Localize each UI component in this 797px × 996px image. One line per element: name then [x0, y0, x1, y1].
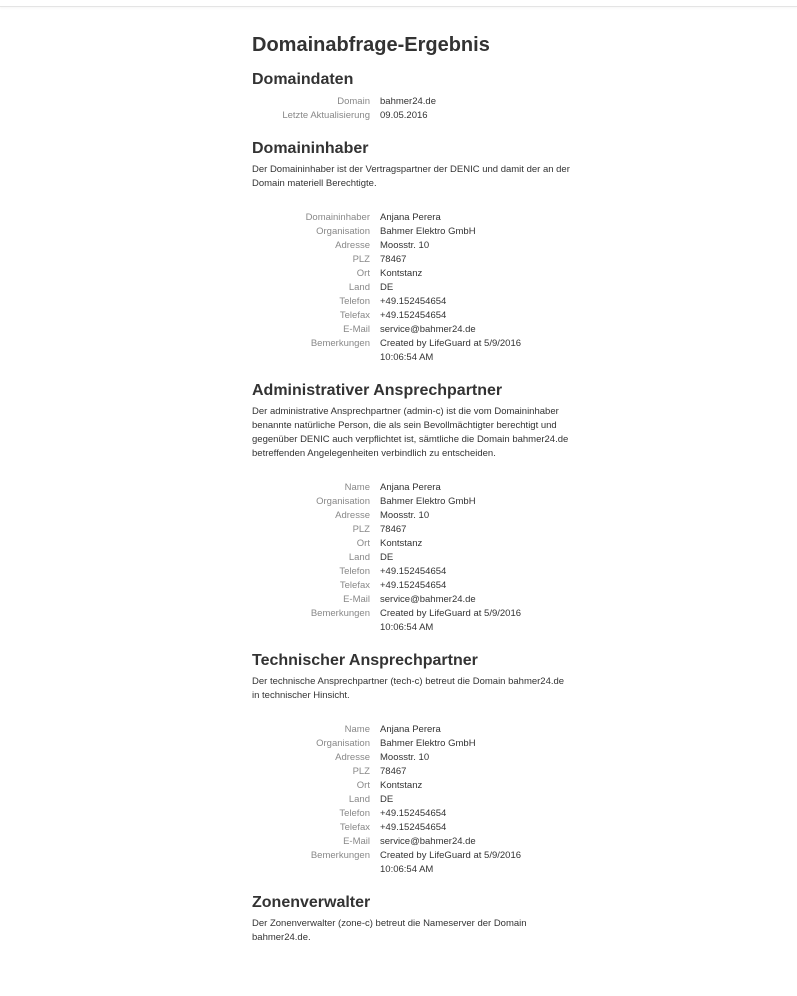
field-row-name — [252, 481, 582, 495]
section-admin-contact — [252, 379, 582, 635]
section-heading-admin-contact: Administrativer Ansprechpartner — [252, 382, 503, 399]
field-row-organisation — [252, 737, 582, 751]
field-value: bahmer24.de — [380, 96, 436, 107]
field-row-remarks — [252, 849, 582, 877]
field-value: service@bahmer24.de — [380, 594, 476, 605]
field-label: Bemerkungen — [310, 850, 370, 861]
field-row-email — [252, 835, 582, 849]
field-value: 78467 — [380, 254, 407, 265]
field-label: Organisation — [316, 496, 370, 507]
field-label: E-Mail — [343, 594, 370, 605]
field-value: Moosstr. 10 — [380, 510, 430, 521]
field-row-address — [252, 509, 582, 523]
field-label: Bemerkungen — [310, 608, 370, 619]
field-label: Domaininhaber — [305, 212, 370, 223]
field-value: service@bahmer24.de — [380, 324, 476, 335]
field-value: Anjana Perera — [380, 724, 441, 735]
field-label: Telefax — [339, 310, 370, 321]
section-domaindaten — [252, 68, 582, 123]
section-heading-domaininhaber: Domaininhaber — [252, 140, 369, 157]
field-row-remarks — [252, 607, 582, 635]
field-row-fax — [252, 821, 582, 835]
field-label: Telefon — [339, 566, 370, 577]
field-row-address — [252, 239, 582, 253]
field-label: Land — [348, 282, 370, 293]
field-label: PLZ — [352, 524, 370, 535]
section-heading-tech-contact: Technischer Ansprechpartner — [252, 652, 478, 669]
field-value: +49.152454654 — [380, 580, 447, 591]
field-label: Ort — [356, 780, 370, 791]
field-label: Land — [348, 552, 370, 563]
page-title: Domainabfrage-Ergebnis — [252, 34, 490, 56]
section-description: Der administrative Ansprechpartner (admin-c) ist die vom Domaininhaber benannte natürliche Person, die als sein Bevollmächtigter berechtigt und gegenüber DENIC auch verpflichtet ist, sämtliche die Domain bahmer24.de betreffenden Angelegenheiten verbindlich zu entscheiden. — [252, 406, 569, 459]
field-value: Kontstanz — [380, 268, 423, 279]
field-value: +49.152454654 — [380, 310, 447, 321]
field-value: 78467 — [380, 766, 407, 777]
field-label: Name — [344, 482, 370, 493]
field-row-email — [252, 593, 582, 607]
field-row-city — [252, 779, 582, 793]
field-value: +49.152454654 — [380, 566, 447, 577]
field-label: Telefax — [339, 580, 370, 591]
field-row-fax — [252, 579, 582, 593]
field-label: PLZ — [352, 766, 370, 777]
field-value: +49.152454654 — [380, 808, 447, 819]
section-domaininhaber — [252, 137, 582, 365]
field-value: +49.152454654 — [380, 822, 447, 833]
field-label: Bemerkungen — [310, 338, 370, 349]
field-row-postcode — [252, 765, 582, 779]
field-label: Ort — [356, 538, 370, 549]
field-row-city — [252, 267, 582, 281]
section-heading-zone-contact: Zonenverwalter — [252, 894, 371, 911]
field-row-organisation — [252, 225, 582, 239]
field-value: Created by LifeGuard at 5/9/2016 10:06:54 AM — [380, 338, 522, 363]
result-content — [252, 30, 582, 945]
section-description: Der Zonenverwalter (zone-c) betreut die Nameserver der Domain bahmer24.de. — [252, 918, 527, 943]
field-label: Adresse — [335, 752, 370, 763]
field-label: Telefon — [339, 808, 370, 819]
section-zone-contact — [252, 891, 582, 945]
field-label: PLZ — [352, 254, 370, 265]
field-row-postcode — [252, 253, 582, 267]
field-value: +49.152454654 — [380, 296, 447, 307]
field-value: Bahmer Elektro GmbH — [380, 226, 476, 237]
field-value: Moosstr. 10 — [380, 752, 430, 763]
field-row-last-updated — [252, 109, 582, 123]
field-label: Adresse — [335, 240, 370, 251]
field-value: Bahmer Elektro GmbH — [380, 738, 476, 749]
field-row-postcode — [252, 523, 582, 537]
field-label: Letzte Aktualisierung — [282, 110, 370, 121]
field-label: E-Mail — [343, 836, 370, 847]
domaindaten-fields — [252, 95, 582, 123]
tech-contact-fields — [252, 723, 582, 877]
field-value: DE — [380, 552, 394, 563]
field-label: Ort — [356, 268, 370, 279]
field-row-holder — [252, 211, 582, 225]
field-value: Moosstr. 10 — [380, 240, 430, 251]
section-description: Der Domaininhaber ist der Vertragspartner der DENIC und damit der an der Domain materiell Berechtigte. — [252, 164, 570, 189]
field-row-city — [252, 537, 582, 551]
field-label: Name — [344, 724, 370, 735]
field-value: Created by LifeGuard at 5/9/2016 10:06:54 AM — [380, 850, 522, 875]
field-value: Bahmer Elektro GmbH — [380, 496, 476, 507]
field-row-organisation — [252, 495, 582, 509]
field-label: Land — [348, 794, 370, 805]
field-value: Kontstanz — [380, 538, 423, 549]
field-value: 09.05.2016 — [380, 110, 428, 121]
field-label: E-Mail — [343, 324, 370, 335]
field-row-email — [252, 323, 582, 337]
field-label: Organisation — [316, 226, 370, 237]
field-value: Created by LifeGuard at 5/9/2016 10:06:54 AM — [380, 608, 522, 633]
field-row-phone — [252, 295, 582, 309]
top-divider — [0, 0, 797, 7]
field-row-name — [252, 723, 582, 737]
field-value: DE — [380, 282, 394, 293]
field-value: service@bahmer24.de — [380, 836, 476, 847]
field-row-address — [252, 751, 582, 765]
field-label: Telefon — [339, 296, 370, 307]
domaininhaber-fields — [252, 211, 582, 365]
field-label: Organisation — [316, 738, 370, 749]
field-value: DE — [380, 794, 394, 805]
field-row-country — [252, 793, 582, 807]
field-row-phone — [252, 565, 582, 579]
field-value: Anjana Perera — [380, 212, 441, 223]
field-row-country — [252, 551, 582, 565]
field-label: Adresse — [335, 510, 370, 521]
field-row-remarks — [252, 337, 582, 365]
field-row-phone — [252, 807, 582, 821]
field-label: Domain — [337, 96, 370, 107]
section-heading-domaindaten: Domaindaten — [252, 71, 354, 88]
admin-contact-fields — [252, 481, 582, 635]
field-row-fax — [252, 309, 582, 323]
field-label: Telefax — [339, 822, 370, 833]
field-row-country — [252, 281, 582, 295]
section-tech-contact — [252, 649, 582, 877]
field-row-domain — [252, 95, 582, 109]
field-value: Anjana Perera — [380, 482, 441, 493]
field-value: Kontstanz — [380, 780, 423, 791]
section-description: Der technische Ansprechpartner (tech-c) betreut die Domain bahmer24.de in technischer Hinsicht. — [252, 676, 565, 701]
field-value: 78467 — [380, 524, 407, 535]
